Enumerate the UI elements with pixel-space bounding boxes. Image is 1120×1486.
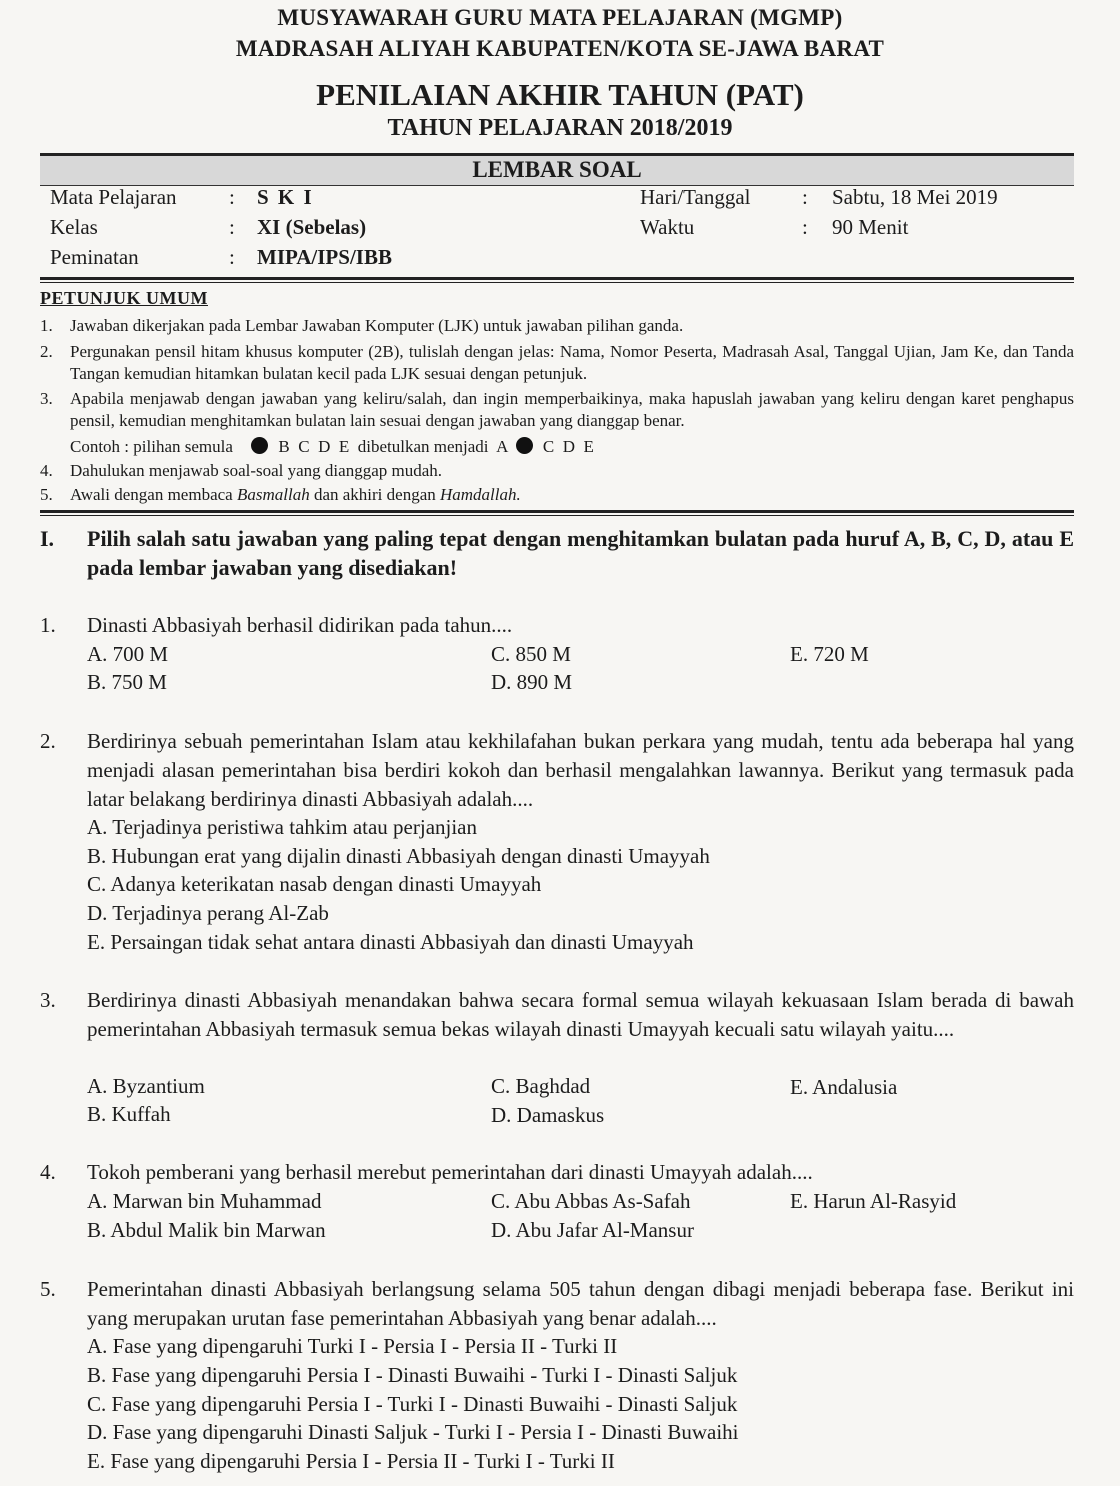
option: E. Fase yang dipengaruhi Persia I - Persia II - Turki I - Turki II	[87, 1449, 615, 1473]
option: C. 850 M	[491, 642, 571, 666]
option: C. Fase yang dipengaruhi Persia I - Turki I - Dinasti Buwaihi - Dinasti Saljuk	[87, 1392, 738, 1416]
question-text: Pemerintahan dinasti Abbasiyah berlangsung selama 505 tahun dengan dibagi menjadi beberapa fase. Berikut ini yang merupakan urutan fase pemerintahan Abbasiyah yang benar adalah....	[87, 1277, 1074, 1330]
petunjuk-num: 4.	[40, 461, 53, 480]
label-waktu: Waktu	[640, 215, 695, 239]
option: A. Fase yang dipengaruhi Turki I - Persia I - Persia II - Turki II	[87, 1334, 618, 1358]
option: B. Hubungan erat yang dijalin dinasti Abbasiyah dengan dinasti Umayyah	[87, 844, 710, 868]
option: A. Marwan bin Muhammad	[87, 1189, 322, 1213]
section-instruction: Pilih salah satu jawaban yang paling tepat dengan menghitamkan bulatan pada huruf A, B, C, D, atau E pada lembar jawaban yang disediakan!	[87, 526, 1074, 580]
option: D. Terjadinya perang Al-Zab	[87, 901, 329, 925]
colon: :	[229, 185, 235, 209]
petunjuk-num: 2.	[40, 342, 53, 361]
petunjuk-num: 5.	[40, 485, 53, 504]
petunjuk-num: 3.	[40, 389, 53, 408]
option: C. Abu Abbas As-Safah	[491, 1189, 691, 1213]
divider	[40, 282, 1074, 283]
label-kelas: Kelas	[50, 215, 98, 239]
option: B. Abdul Malik bin Marwan	[87, 1218, 326, 1242]
item5-text: dan akhiri dengan	[309, 485, 440, 504]
section-num: I.	[40, 526, 55, 551]
value-kelas: XI (Sebelas)	[257, 215, 367, 239]
question-number: 5.	[40, 1277, 56, 1301]
question-text: Berdirinya sebuah pemerintahan Islam atau kekhilafahan bukan perkara yang mudah, tentu ada beberapa hal yang menjadi alasan pemerintahan bisa berdiri kokoh dan berhasil mengalahkan lawannya. Berikut yang termasuk pada latar belakang berdirinya dinasti Abbasiyah adalah....	[87, 729, 1074, 811]
value-mapel: S K I	[257, 185, 314, 209]
filled-circle-icon	[516, 437, 533, 454]
option: C. Baghdad	[491, 1074, 591, 1098]
value-peminatan: MIPA/IPS/IBB	[257, 245, 392, 269]
option: A. Terjadinya peristiwa tahkim atau perjanjian	[87, 815, 478, 839]
question-number: 4.	[40, 1160, 56, 1184]
sheet-title: LEMBAR SOAL	[40, 153, 1074, 186]
label-peminatan: Peminatan	[50, 245, 139, 269]
question-text: Berdirinya dinasti Abbasiyah menandakan bahwa secara formal semua wilayah kekuasaan Islam berada di bawah pemerintahan Abbasiyah termasuk semua bekas wilayah dinasti Umayyah kecuali satu wilayah yaitu....	[87, 988, 1074, 1041]
colon: :	[229, 245, 235, 269]
value-hari: Sabtu, 18 Mei 2019	[832, 185, 998, 209]
option: B. 750 M	[87, 670, 167, 694]
option: E. Andalusia	[790, 1075, 898, 1099]
option: D. Fase yang dipengaruhi Dinasti Saljuk - Turki I - Persia I - Dinasti Buwaihi	[87, 1420, 739, 1444]
option: E. 720 M	[790, 642, 869, 666]
filled-circle-icon	[251, 437, 268, 454]
petunjuk-item: Jawaban dikerjakan pada Lembar Jawaban Komputer (LJK) untuk jawaban pilihan ganda.	[70, 316, 684, 335]
petunjuk-item: Pergunakan pensil hitam khusus komputer (2B), tulislah dengan jelas: Nama, Nomor Peserta, Madrasah Asal, Tanggal Ujian, Jam Ke, dan Tanda Tangan kemudian hitamkan bulatan kecil pada LJK sesuai dengan petunjuk.	[70, 342, 1074, 383]
option: C. Adanya keterikatan nasab dengan dinasti Umayyah	[87, 872, 542, 896]
label-hari: Hari/Tanggal	[640, 185, 751, 209]
petunjuk-title: PETUNJUK UMUM	[40, 288, 208, 308]
question-number: 2.	[40, 729, 56, 753]
contoh-prefix: Contoh : pilihan semula	[70, 437, 233, 456]
option: A. Byzantium	[87, 1074, 205, 1098]
item5-hamdallah: Hamdallah.	[440, 485, 521, 504]
header-mgmp: MUSYAWARAH GURU MATA PELAJARAN (MGMP)	[277, 5, 843, 30]
header-pat: PENILAIAN AKHIR TAHUN (PAT)	[316, 77, 804, 112]
petunjuk-num: 1.	[40, 316, 53, 335]
question-text: Tokoh pemberani yang berhasil merebut pemerintahan dari dinasti Umayyah adalah....	[87, 1160, 813, 1184]
divider	[40, 515, 1074, 516]
option: B. Kuffah	[87, 1102, 171, 1126]
option: D. Damaskus	[491, 1103, 605, 1127]
contoh-mid: B C D E dibetulkan menjadi A	[278, 437, 508, 456]
petunjuk-item	[70, 484, 1074, 506]
divider	[40, 277, 1074, 280]
petunjuk-item: Dahulukan menjawab soal-soal yang dianggap mudah.	[70, 461, 443, 480]
option: A. 700 M	[87, 642, 169, 666]
divider	[40, 510, 1074, 513]
colon: :	[802, 215, 808, 239]
question-text: Dinasti Abbasiyah berhasil didirikan pada tahun....	[87, 613, 513, 637]
question-number: 1.	[40, 613, 56, 637]
colon: :	[802, 185, 808, 209]
item5-text: Awali dengan membaca	[70, 485, 237, 504]
item5-basmallah: Basmallah	[236, 485, 310, 504]
value-waktu: 90 Menit	[832, 215, 909, 239]
question-number: 3.	[40, 988, 56, 1012]
header-tahun: TAHUN PELAJARAN 2018/2019	[387, 115, 733, 141]
option: D. 890 M	[491, 670, 573, 694]
option: E. Persaingan tidak sehat antara dinasti Abbasiyah dan dinasti Umayyah	[87, 930, 694, 954]
option: E. Harun Al-Rasyid	[790, 1189, 957, 1213]
option: B. Fase yang dipengaruhi Persia I - Dinasti Buwaihi - Turki I - Dinasti Saljuk	[87, 1363, 738, 1387]
label-mapel: Mata Pelajaran	[50, 185, 177, 209]
contoh-line	[70, 436, 594, 458]
contoh-end: C D E	[542, 437, 594, 456]
option: D. Abu Jafar Al-Mansur	[491, 1218, 694, 1242]
petunjuk-item: Apabila menjawab dengan jawaban yang keliru/salah, dan ingin memperbaikinya, maka hapuslah jawaban yang keliru dengan karet penghapus pensil, kemudian menghitamkan bulatan lain sesuai dengan jawaban yang dianggap benar.	[70, 389, 1074, 430]
header-madrasah: MADRASAH ALIYAH KABUPATEN/KOTA SE-JAWA BARAT	[235, 36, 885, 61]
colon: :	[229, 215, 235, 239]
